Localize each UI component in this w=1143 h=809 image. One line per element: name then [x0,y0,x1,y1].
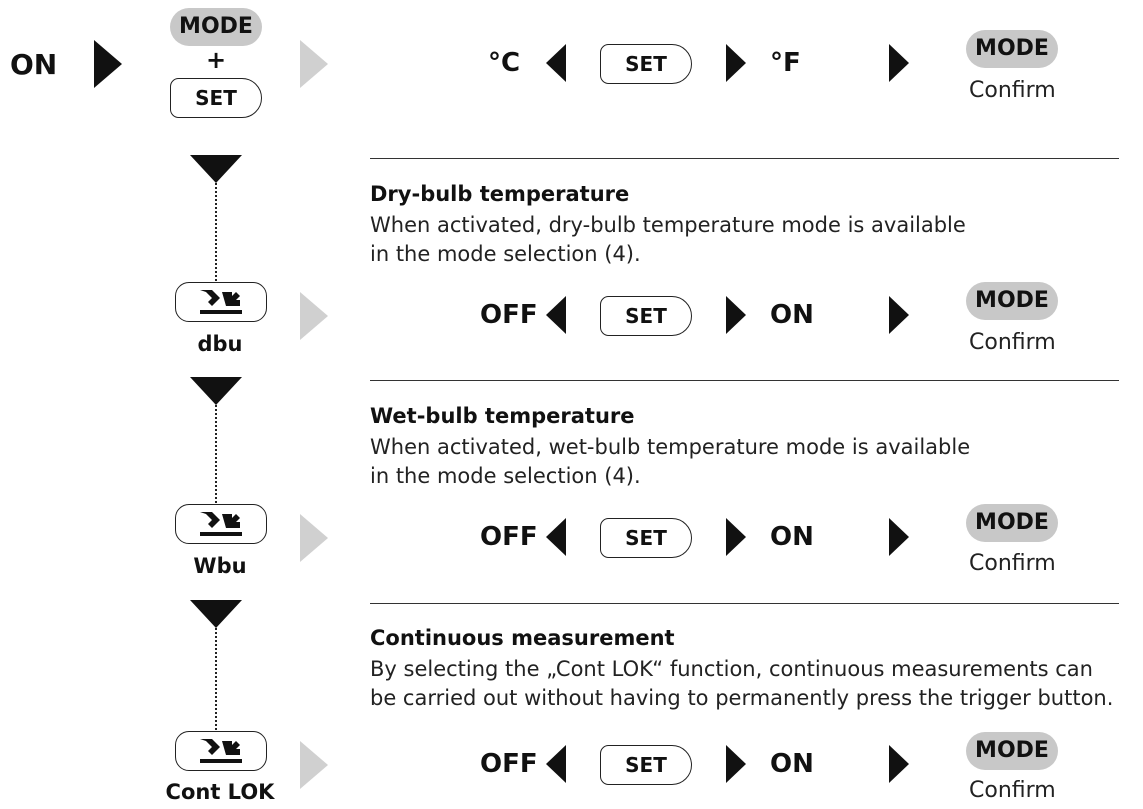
section-description-line2: be carried out without having to permanently press the trigger button. [370,686,1114,710]
confirm-label: Confirm [969,778,1056,803]
option-on-label: ON [770,749,814,779]
option-off-label: OFF [480,522,538,552]
triangle-left-icon [546,518,566,556]
flow-connector [215,405,217,503]
triangle-right-icon [726,745,746,783]
param-button[interactable] [175,731,267,771]
plus-sign: + [205,46,227,74]
confirm-mode-button[interactable]: MODE [966,504,1058,542]
section-title: Continuous measurement [370,626,675,650]
section-title: Wet-bulb temperature [370,404,635,428]
triangle-right-icon [889,518,909,556]
param-label: dbu [197,332,243,356]
triangle-right-icon [889,745,909,783]
unit-fahrenheit-label: °F [770,48,801,78]
option-off-label: OFF [480,749,538,779]
triangle-right-icon [726,296,746,334]
param-label: Wbu [193,554,247,578]
measure-key-icon [198,510,244,538]
section-description-line2: in the mode selection (4). [370,464,641,488]
section-description-line2: in the mode selection (4). [370,242,641,266]
triangle-right-icon [889,296,909,334]
set-button[interactable]: SET [170,78,262,118]
triangle-right-icon [300,741,328,789]
section-divider [370,380,1119,381]
power-on-label: ON [10,48,58,81]
triangle-right-icon [94,40,122,88]
triangle-right-icon [726,44,746,82]
triangle-right-icon [300,292,328,340]
section-divider [370,603,1119,604]
option-off-label: OFF [480,300,538,330]
confirm-label: Confirm [969,551,1056,576]
section-divider [370,158,1119,159]
measure-key-icon [198,737,244,765]
triangle-left-icon [546,296,566,334]
section-description-line1: When activated, wet-bulb temperature mode is available [370,435,971,459]
triangle-right-icon [300,514,328,562]
option-on-label: ON [770,522,814,552]
set-button[interactable]: SET [600,296,692,336]
triangle-right-icon [300,40,328,88]
confirm-mode-button[interactable]: MODE [966,30,1058,68]
triangle-right-icon [726,518,746,556]
triangle-down-icon [190,377,242,405]
measure-key-icon [198,288,244,316]
triangle-down-icon [190,600,242,628]
flow-connector [215,628,217,730]
unit-celsius-label: °C [488,48,521,78]
mode-button[interactable]: MODE [170,8,262,46]
triangle-left-icon [546,745,566,783]
section-title: Dry-bulb temperature [370,182,630,206]
param-button[interactable] [175,504,267,544]
param-button[interactable] [175,282,267,322]
set-button[interactable]: SET [600,518,692,558]
confirm-mode-button[interactable]: MODE [966,732,1058,770]
flow-connector [215,183,217,281]
section-description-line1: When activated, dry-bulb temperature mode is available [370,213,966,237]
confirm-label: Confirm [969,330,1056,355]
set-button[interactable]: SET [600,44,692,84]
option-on-label: ON [770,300,814,330]
set-button[interactable]: SET [600,745,692,785]
triangle-right-icon [889,44,909,82]
param-label: Cont LOK [165,780,275,804]
confirm-label: Confirm [969,78,1056,103]
confirm-mode-button[interactable]: MODE [966,282,1058,320]
triangle-left-icon [546,44,566,82]
section-description-line1: By selecting the „Cont LOK“ function, continuous measurements can [370,657,1093,681]
triangle-down-icon [190,155,242,183]
